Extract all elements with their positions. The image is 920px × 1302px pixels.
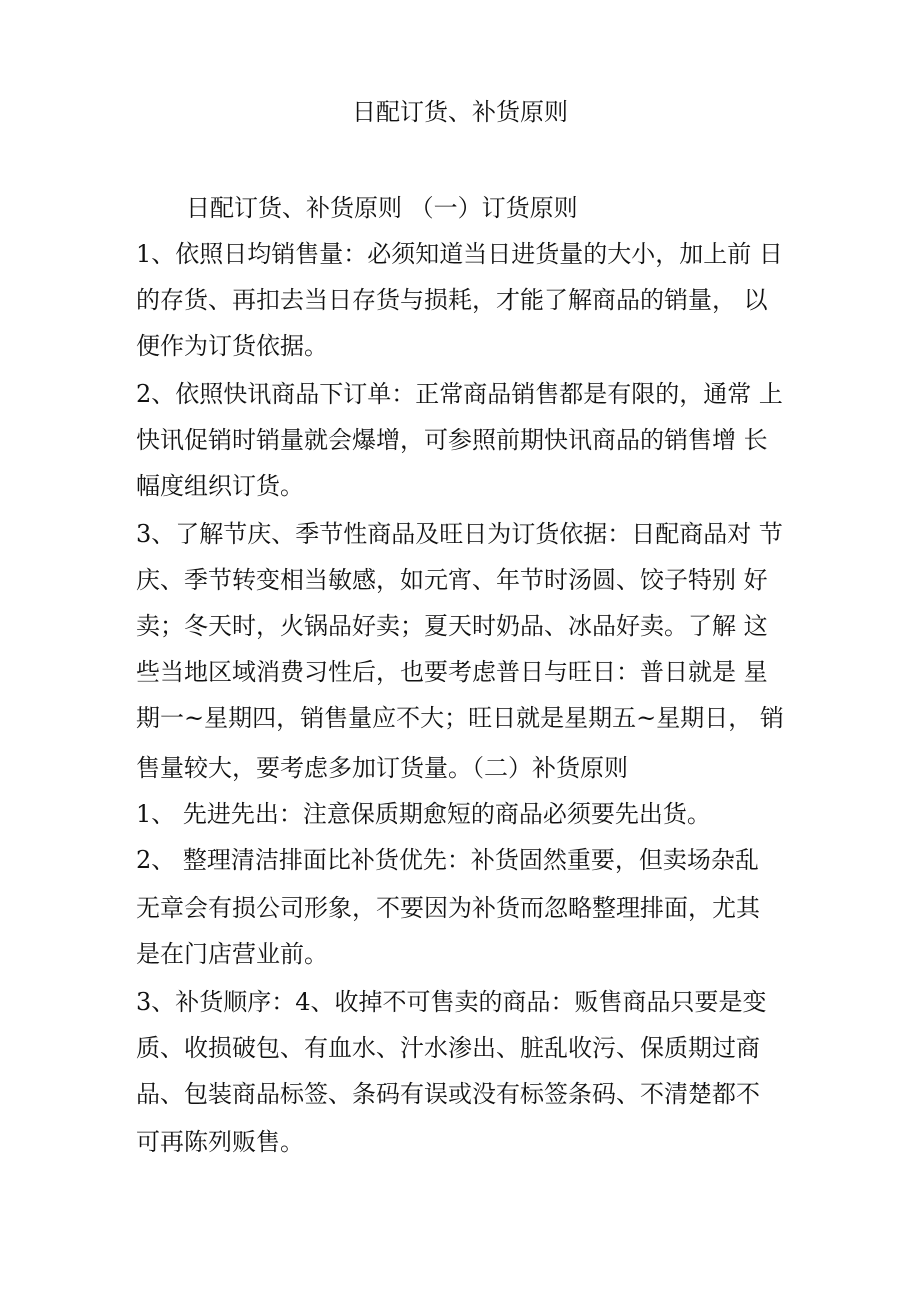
text-line: 是在门店营业前。 [136, 940, 328, 968]
text-line: 的存货、再扣去当日存货与损耗，才能了解商品的销量， 以 [136, 286, 768, 314]
text-line: 无章会有损公司形象，不要因为补货而忽略整理排面，尤其 [136, 894, 760, 922]
text-line: 日配订货、补货原则 （一）订货原则 [186, 194, 578, 222]
text-line: 3、补货顺序：4、收掉不可售卖的商品：贩售商品只要是变 [136, 988, 767, 1016]
text-line: 卖；冬天时，火锅品好卖；夏天时奶品、冰品好卖。了解 这 [136, 612, 768, 640]
text-line: 2、 整理清洁排面比补货优先：补货固然重要，但卖场杂乱 [136, 846, 759, 874]
text-line: 庆、季节转变相当敏感，如元宵、年节时汤圆、饺子特别 好 [136, 566, 768, 594]
text-line: 1、 先进先出：注意保质期愈短的商品必须要先出货。 [136, 800, 711, 828]
text-line: 售量较大，要考虑多加订货量。（二）补货原则 [136, 754, 628, 782]
text-line: 快讯促销时销量就会爆增，可参照前期快讯商品的销售增 长 [136, 426, 768, 454]
text-line: 3、了解节庆、季节性商品及旺日为订货依据：日配商品对 节 [136, 520, 783, 548]
text-line: 幅度组织订货。 [136, 472, 304, 500]
text-line: 2、依照快讯商品下订单：正常商品销售都是有限的，通常 上 [136, 380, 783, 408]
text-line: 期一~星期四，销售量应不大；旺日就是星期五~星期日， 销 [136, 704, 784, 732]
text-line: 便作为订货依据。 [136, 332, 328, 360]
text-line: 1、依照日均销售量：必须知道当日进货量的大小，加上前 日 [136, 240, 783, 268]
text-line: 可再陈列贩售。 [136, 1128, 304, 1156]
text-line: 些当地区域消费习性后，也要考虑普日与旺日：普日就是 星 [136, 658, 768, 686]
text-line: 品、包装商品标签、条码有误或没有标签条码、不清楚都不 [136, 1080, 760, 1108]
document-title: 日配订货、补货原则 [352, 98, 568, 126]
text-line: 质、收损破包、有血水、汁水渗出、脏乱收污、保质期过商 [136, 1034, 760, 1062]
